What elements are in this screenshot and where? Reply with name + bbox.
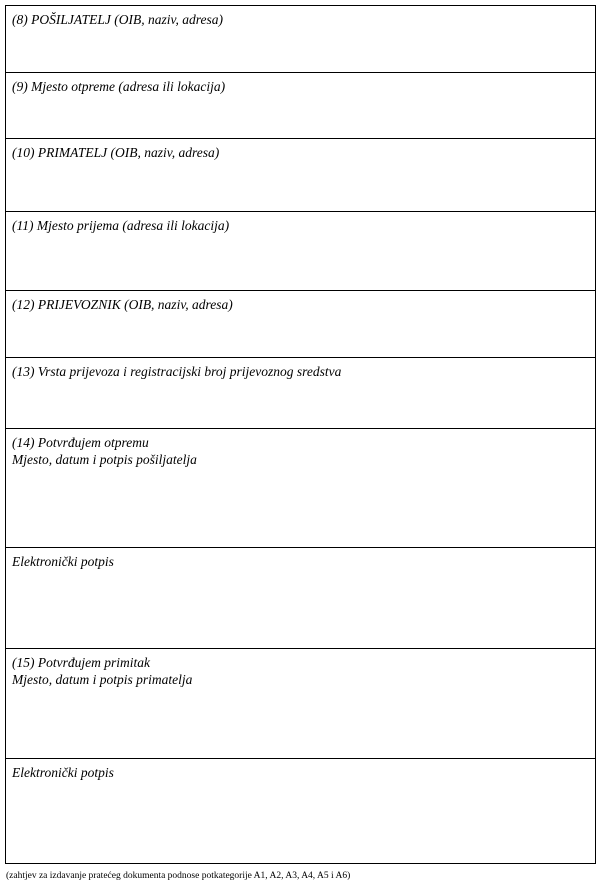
consignor-label: (8) POŠILJATELJ (OIB, naziv, adresa) (12, 12, 223, 27)
consignee-e-signature-label: Elektronički potpis (12, 765, 114, 780)
consignor-signature-label: Mjesto, datum i potpis pošiljatelja (12, 452, 197, 467)
consignment-form-table (5, 5, 596, 864)
row-dispatch-confirmation (6, 429, 596, 548)
consignor-e-signature-field (6, 548, 596, 649)
row-dispatch-place (6, 73, 596, 139)
consignee-e-signature-field (6, 759, 596, 864)
consignor-e-signature-label: Elektronički potpis (12, 554, 114, 569)
dispatch-place-field (6, 73, 596, 139)
receipt-place-label: (11) Mjesto prijema (adresa ili lokacija) (12, 218, 230, 233)
dispatch-confirmation-field (6, 429, 596, 548)
row-consignee (6, 139, 596, 212)
row-receipt-confirmation (6, 649, 596, 759)
consignee-label: (10) PRIMATELJ (OIB, naziv, adresa) (12, 145, 220, 160)
row-transport-type (6, 358, 596, 429)
dispatch-place-label: (9) Mjesto otpreme (adresa ili lokacija) (12, 79, 226, 94)
row-carrier (6, 291, 596, 358)
receipt-place-field (6, 212, 596, 291)
footnote: (zahtjev za izdavanje pratećeg dokumenta podnose potkategorije A1, A2, A3, A4, A5 i A6) (6, 871, 351, 881)
transport-type-label: (13) Vrsta prijevoza i registracijski broj prijevoznog sredstva (12, 364, 342, 379)
transport-type-field (6, 358, 596, 429)
row-consignor-e-signature (6, 548, 596, 649)
receipt-confirmation-label: (15) Potvrđujem primitak (12, 655, 150, 670)
consignee-signature-label: Mjesto, datum i potpis primatelja (12, 672, 193, 687)
carrier-label: (12) PRIJEVOZNIK (OIB, naziv, adresa) (12, 297, 233, 312)
consignee-field (6, 139, 596, 212)
row-receipt-place (6, 212, 596, 291)
receipt-confirmation-field (6, 649, 596, 759)
row-consignee-e-signature (6, 759, 596, 864)
row-consignor (6, 6, 596, 73)
consignor-field (6, 6, 596, 73)
dispatch-confirmation-label: (14) Potvrđujem otpremu (12, 435, 149, 450)
carrier-field (6, 291, 596, 358)
